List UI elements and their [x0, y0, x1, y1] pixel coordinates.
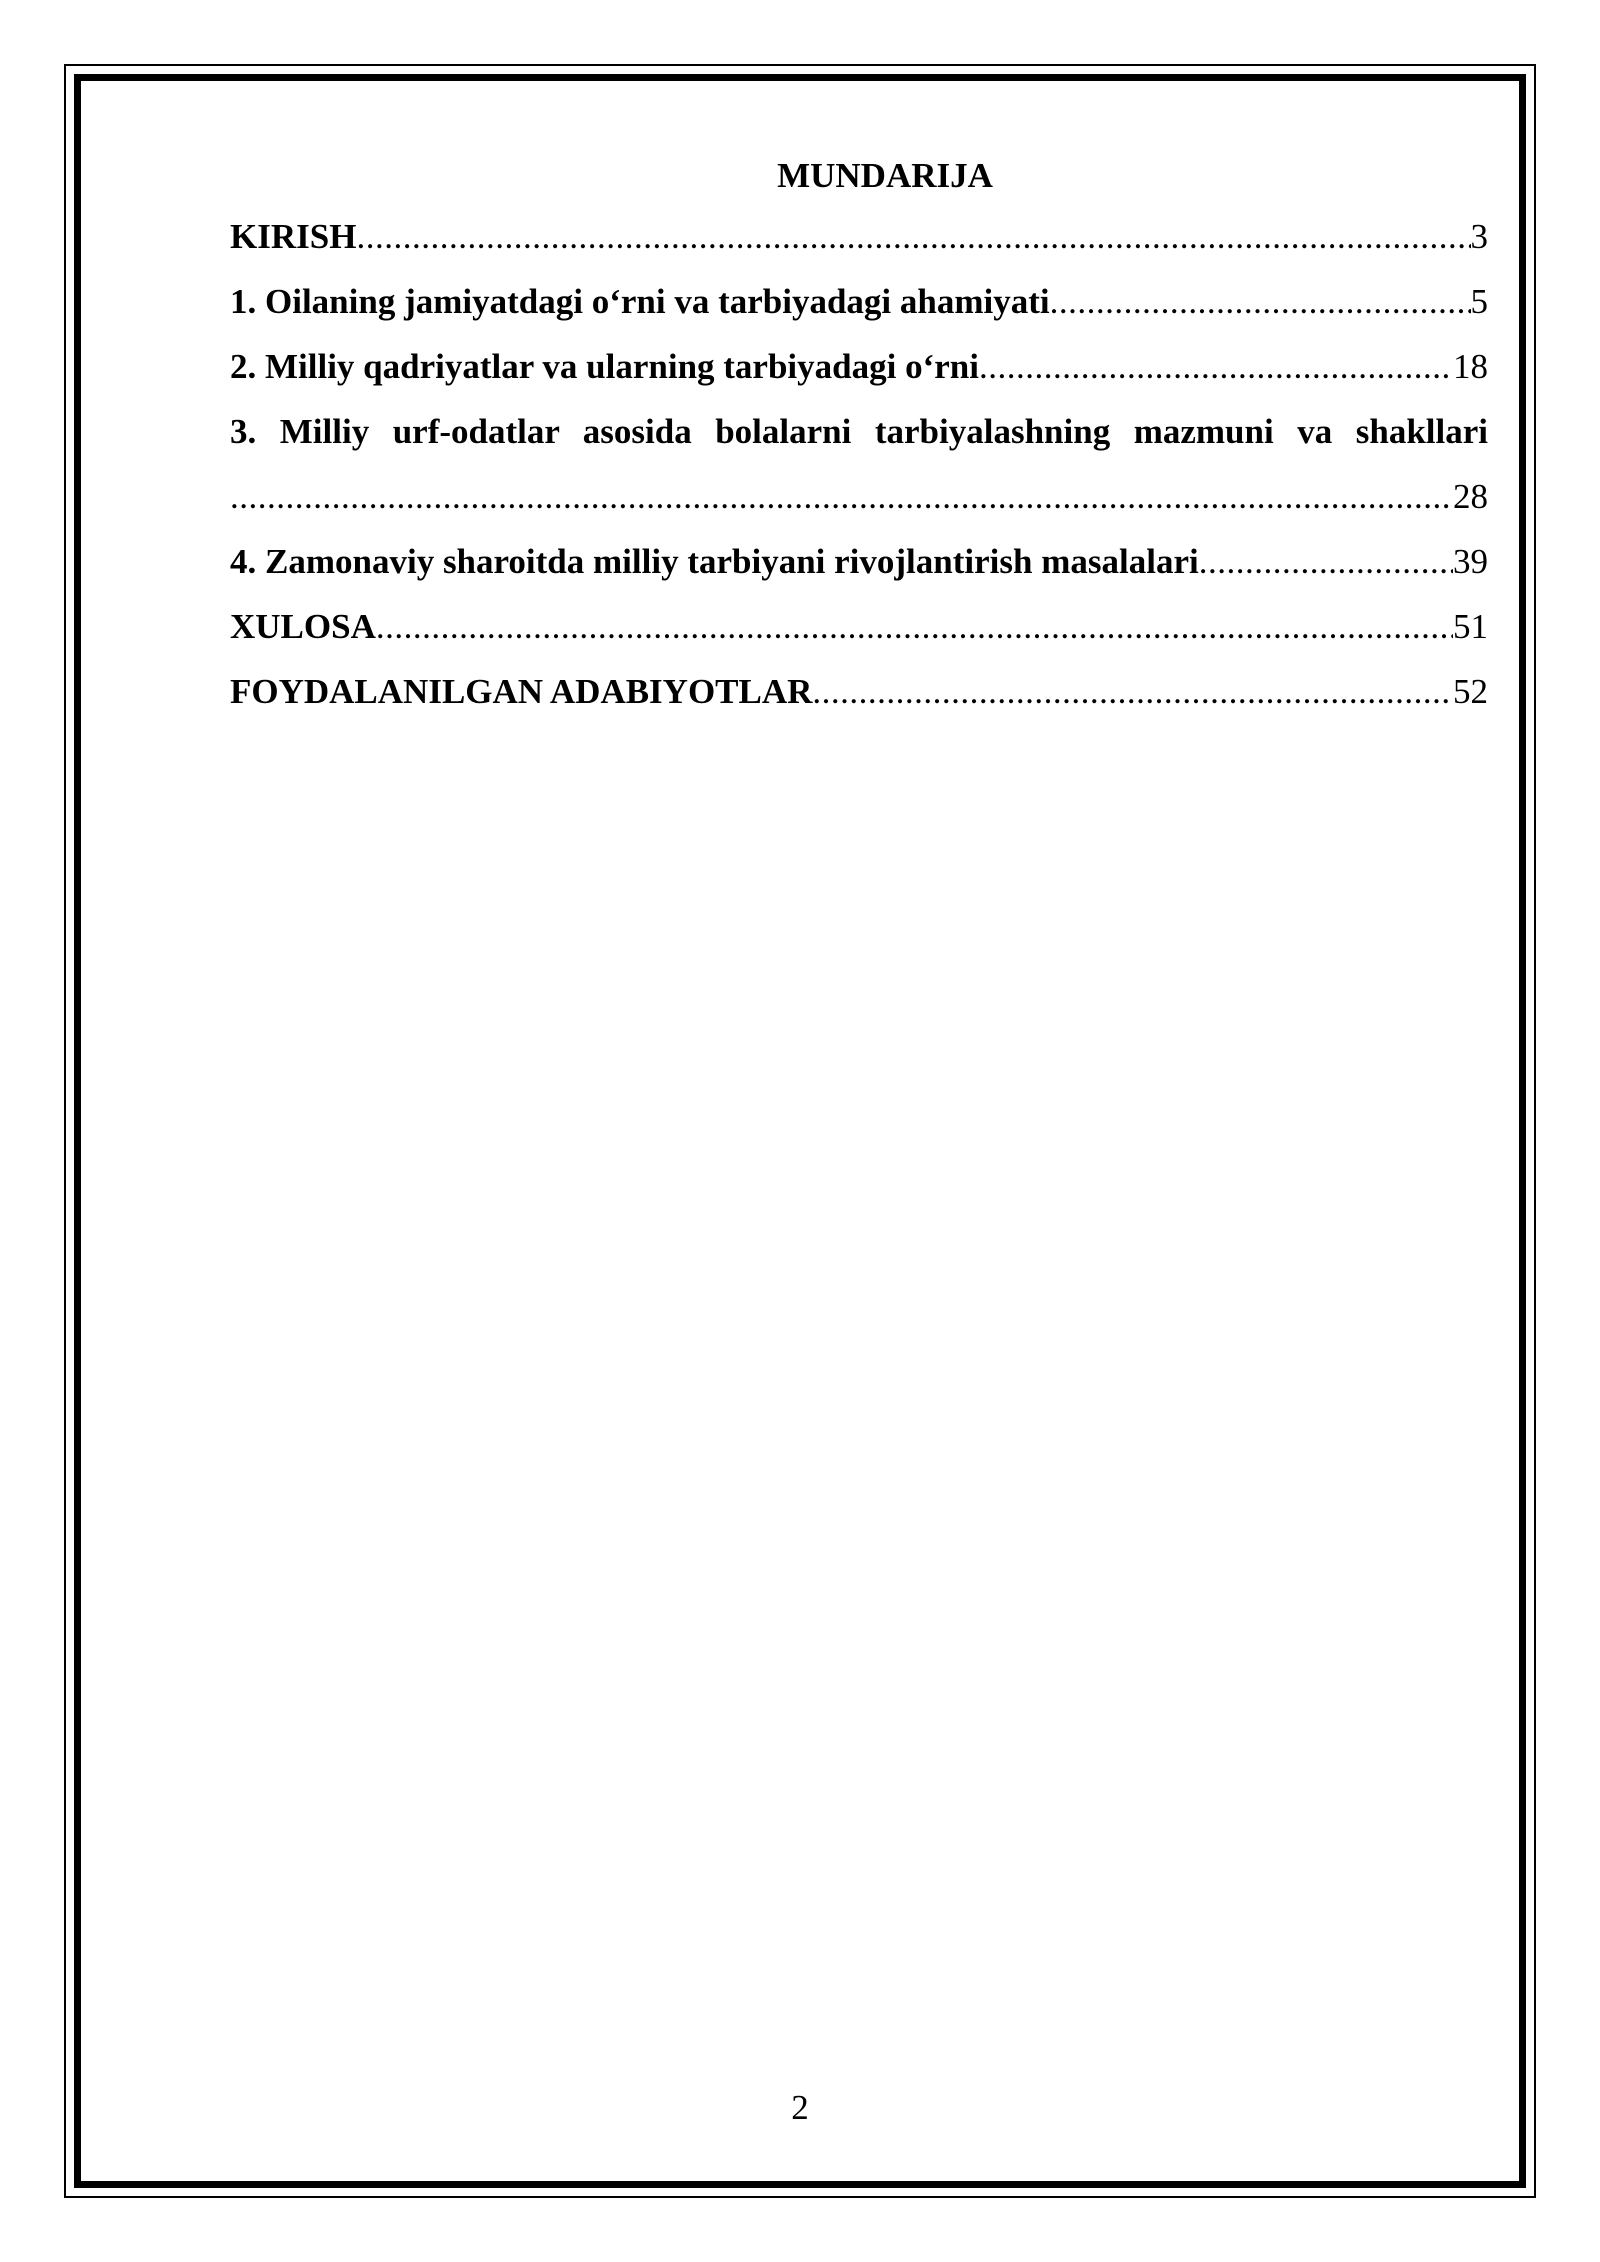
toc-entry-page: 5 [1470, 282, 1488, 321]
table-of-contents [230, 148, 1488, 724]
toc-entry-label: 4. Zamonaviy sharoitda milliy tarbiyani rivojlantirish masalalari [230, 542, 1199, 581]
toc-leader-dots [979, 334, 1453, 399]
page-number: 2 [791, 2088, 809, 2127]
toc-entry-label: 1. Oilaning jamiyatdagi o‘rni va tarbiyadagi ahamiyati [230, 282, 1050, 321]
toc-entry-leader-line [230, 464, 1488, 529]
toc-entry-kirish[interactable] [230, 204, 1488, 269]
toc-entry-references[interactable] [230, 659, 1488, 724]
toc-entry-page: 3 [1470, 217, 1488, 256]
toc-entry-page: 52 [1453, 672, 1488, 711]
toc-entry-label: 3. Milliy urf-odatlar asosida bolalarni tarbiyalashning mazmuni va shakllari [230, 412, 1488, 451]
toc-entry-page: 28 [1453, 477, 1488, 516]
toc-leader-dots [1050, 269, 1471, 334]
toc-entry-page: 51 [1453, 607, 1488, 646]
toc-entry-label: 2. Milliy qadriyatlar va ularning tarbiyadagi o‘rni [230, 347, 979, 386]
toc-entry-page: 39 [1453, 542, 1488, 581]
toc-entry-label: FOYDALANILGAN ADABIYOTLAR [230, 672, 813, 711]
toc-leader-dots [1199, 529, 1453, 594]
toc-leader-dots [812, 659, 1453, 724]
toc-entry-chapter-1[interactable] [230, 269, 1488, 334]
toc-entry-label: KIRISH [230, 217, 357, 256]
toc-entry-page: 18 [1453, 347, 1488, 386]
toc-entry-chapter-3[interactable] [230, 399, 1488, 529]
toc-leader-dots [230, 464, 1453, 529]
toc-entry-label: XULOSA [230, 607, 376, 646]
toc-leader-dots [356, 204, 1470, 269]
toc-leader-dots [376, 594, 1453, 659]
toc-title: MUNDARIJA [777, 156, 993, 195]
toc-entry-chapter-2[interactable] [230, 334, 1488, 399]
toc-entry-chapter-4[interactable] [230, 529, 1488, 594]
toc-entry-xulosa[interactable] [230, 594, 1488, 659]
